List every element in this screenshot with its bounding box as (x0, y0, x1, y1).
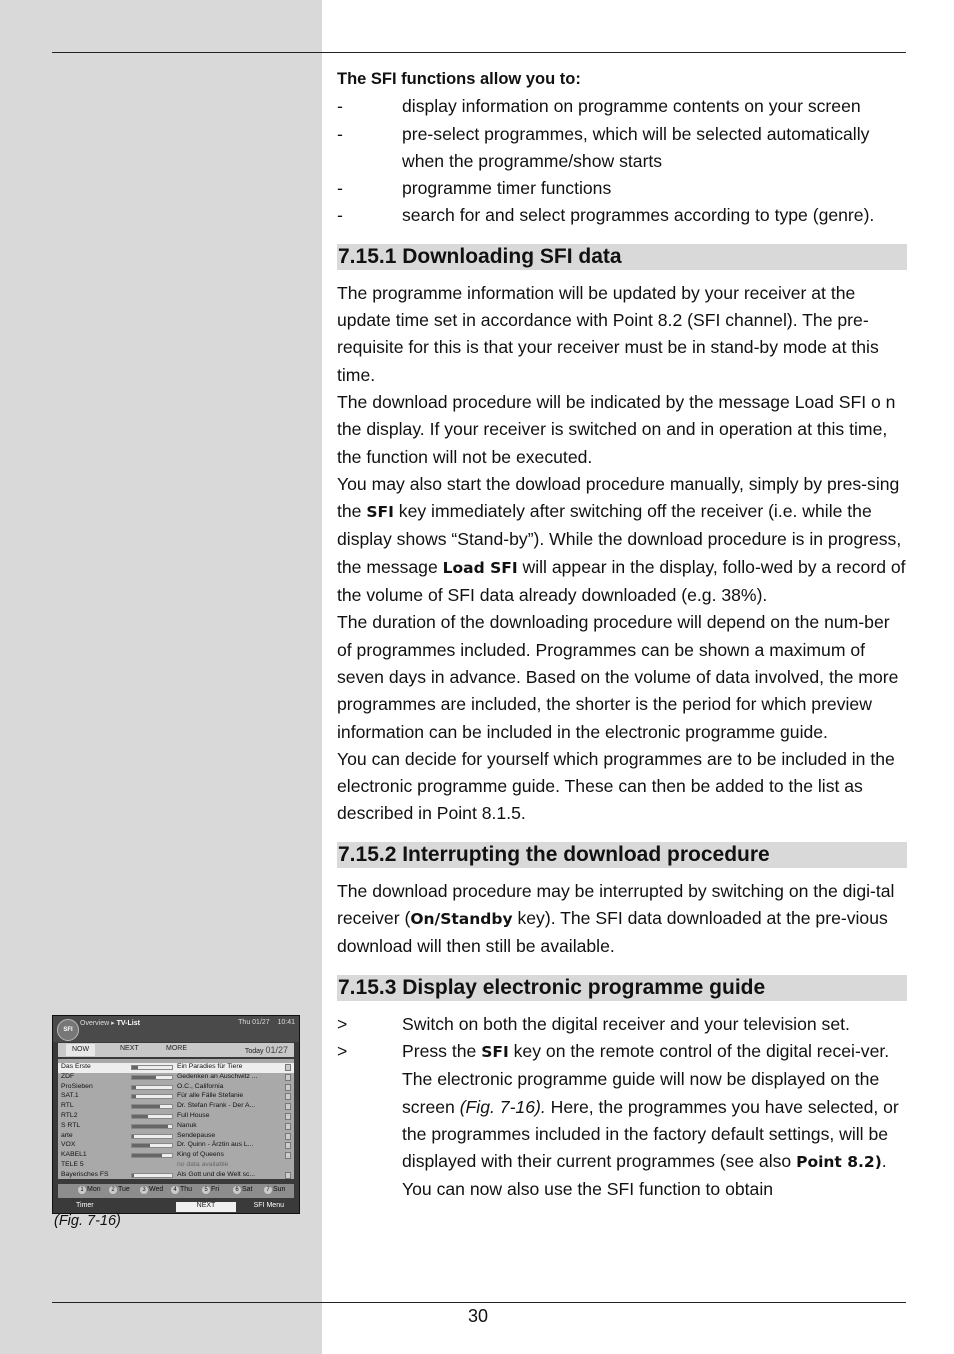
programme-title: no data available (177, 1161, 229, 1168)
figure-title-bar (53, 1016, 299, 1042)
footer-next: NEXT (176, 1202, 236, 1212)
key-name: Point 8.2) (796, 1153, 882, 1172)
figure-tabs (58, 1043, 294, 1057)
paragraph: The duration of the downloading procedure will depend on the num-ber of programmes included. Programmes can be shown a maximum of seven days in advance. Based on the volume of data involved, the more programmes are included, the shorter is the period for which preview information can be included in the electronic programme guide. (337, 612, 899, 742)
page-number: 30 (467, 1306, 489, 1326)
progress-fill (132, 1144, 150, 1147)
channel-name: VOX (61, 1141, 76, 1149)
info-icon (285, 1172, 291, 1179)
footer-sfi-menu: SFI Menu (253, 1202, 284, 1209)
progress-bar (131, 1085, 173, 1090)
progress-bar (131, 1124, 173, 1129)
info-icon (285, 1074, 291, 1081)
step-text (402, 1038, 907, 1204)
key-name: Load SFI (442, 558, 518, 577)
info-icon (285, 1103, 291, 1110)
programme-title: Gedenken an Auschwitz ... (177, 1072, 258, 1080)
intro-heading: The SFI functions allow you to: (337, 70, 581, 88)
progress-fill (132, 1154, 162, 1157)
progress-bar (131, 1114, 173, 1119)
figure-day-selector (58, 1184, 294, 1198)
info-icon (285, 1152, 291, 1159)
info-icon (285, 1084, 291, 1091)
info-icon (285, 1142, 291, 1149)
sfi-logo: SFI (57, 1019, 79, 1041)
day-label: Tue (118, 1186, 130, 1193)
list-item-text: display information on programme contents on your screen (402, 96, 861, 117)
programme-title: Dr. Stefan Frank - Der A... (177, 1102, 256, 1110)
text-run: key immediately after switching off the receiver (i.e. while the display shows “Stand-by”). While the download procedure is in progress, the message (337, 501, 902, 577)
main-content (337, 66, 907, 1204)
programme-title: Full House (177, 1112, 210, 1119)
day-label: Thu (180, 1186, 193, 1193)
day-button (202, 1186, 219, 1194)
programme-title: King of Queens (177, 1151, 224, 1159)
paragraph (337, 471, 907, 609)
figure-caption: (Fig. 7-16) (54, 1213, 121, 1229)
day-label: Wed (149, 1186, 164, 1193)
day-button (140, 1186, 163, 1194)
progress-bar (131, 1173, 173, 1178)
text-run: Press the (402, 1040, 482, 1061)
progress-bar (131, 1153, 173, 1158)
text-run: . You can now also use the SFI function to obtain (402, 1151, 887, 1200)
programme-title: Dr. Quinn - Ärztin aus L... (177, 1141, 254, 1149)
list-marker: - (337, 123, 343, 144)
step-text: Switch on both the digital receiver and your television set. (402, 1013, 850, 1034)
progress-bar (131, 1143, 173, 1148)
step-marker: > (337, 1013, 348, 1034)
list-item (337, 121, 907, 176)
day-label: Fri (211, 1186, 220, 1193)
table-row (58, 1132, 294, 1142)
channel-name: KABEL1 (61, 1151, 87, 1159)
progress-bar (131, 1065, 173, 1070)
day-label: Mon (87, 1186, 101, 1193)
channel-name: RTL (61, 1102, 74, 1110)
programme-title: Ein Paradies für Tiere (177, 1063, 243, 1070)
day-button (78, 1186, 101, 1194)
table-row (58, 1171, 294, 1181)
figure-footer (58, 1202, 294, 1212)
table-row (58, 1141, 294, 1151)
text-run: key). The SFI data downloaded at the pre-vious download will then still be available. (337, 908, 888, 957)
programme-title: O.C., California (177, 1082, 224, 1090)
progress-fill (132, 1105, 160, 1108)
step-item (337, 1038, 907, 1204)
key-name: SFI (481, 1042, 509, 1061)
figure-time: 10:41 (277, 1019, 295, 1026)
figure-reference: (Fig. 7-16). (459, 1096, 546, 1117)
figure-channel-list (58, 1059, 294, 1179)
progress-fill (132, 1125, 168, 1128)
info-icon (285, 1113, 291, 1120)
day-number: 4 (171, 1186, 179, 1194)
list-marker: - (337, 178, 343, 199)
bottom-rule (52, 1302, 906, 1303)
list-item-text: search for and select programmes according to type (genre). (402, 205, 875, 226)
today-date: 01/27 (265, 1045, 288, 1055)
figure-datetime (238, 1019, 295, 1026)
day-number: 2 (109, 1186, 117, 1194)
channel-name: SAT.1 (61, 1092, 79, 1100)
paragraph (337, 878, 907, 961)
channel-name: arte (61, 1131, 73, 1139)
channel-name: S RTL (61, 1121, 81, 1129)
progress-fill (132, 1174, 134, 1177)
progress-bar (131, 1094, 173, 1099)
info-icon (285, 1064, 291, 1071)
list-item (337, 93, 907, 120)
text-run: You may also start the dowload procedure manually, simply by pres-sing the (337, 473, 900, 522)
day-button (264, 1186, 285, 1194)
list-marker: - (337, 205, 343, 226)
list-item (337, 202, 907, 229)
paragraph: The download procedure will be indicated by the message Load SFI o n the display. If your receiver is switched on and in operation at this time, the function will not be executed. (337, 391, 896, 467)
table-row (58, 1092, 294, 1102)
text-run: key on the remote control of the digital recei-ver. (508, 1040, 890, 1061)
progress-fill (132, 1086, 136, 1089)
text-run: Here, the programmes you have selected, or the programmes included in the factory default settings, will be displayed with their current programmes (see also (402, 1096, 899, 1172)
table-row (58, 1073, 294, 1083)
intro-list (337, 93, 907, 229)
programme-title: Als Gott und die Welt sc... (177, 1170, 256, 1178)
info-icon (285, 1123, 291, 1130)
progress-bar (131, 1134, 173, 1139)
section-heading-interrupting: 7.15.2 Interrupting the download procedure (337, 842, 907, 868)
figure-date: Thu 01/27 (238, 1019, 270, 1026)
progress-fill (132, 1076, 156, 1079)
day-number: 6 (233, 1186, 241, 1194)
footer-timer: Timer (76, 1202, 94, 1209)
list-item-text: pre-select programmes, which will be selected automatically when the programme/show starts (402, 123, 870, 171)
step-marker: > (337, 1040, 348, 1061)
tab-next: NEXT (120, 1045, 139, 1052)
progress-fill (132, 1066, 138, 1069)
channel-name: RTL2 (61, 1112, 78, 1119)
key-name: SFI (366, 503, 394, 522)
figure-today (245, 1045, 288, 1055)
day-number: 3 (140, 1186, 148, 1194)
table-row (58, 1102, 294, 1112)
info-icon (285, 1093, 291, 1100)
day-label: Sun (273, 1186, 286, 1193)
progress-bar (131, 1104, 173, 1109)
paragraph: The programme information will be updated by your receiver at the update time set in accordance with Point 8.2 (SFI channel). The pre-requisite for this is that your receiver must be in stand-by mode at this time. (337, 282, 879, 385)
day-number: 5 (202, 1186, 210, 1194)
day-button (233, 1186, 253, 1194)
table-row (58, 1112, 294, 1122)
channel-name: TELE 5 (61, 1161, 84, 1168)
table-row (58, 1063, 294, 1073)
channel-name: ZDF (61, 1072, 75, 1080)
text-run: The electronic programme guide will now be displayed on the screen (402, 1069, 880, 1117)
breadcrumb-tv-list: TV-List (116, 1020, 140, 1027)
section-heading-downloading: 7.15.1 Downloading SFI data (337, 244, 907, 270)
programme-title: Für alle Fälle Stefanie (177, 1092, 244, 1100)
day-number: 7 (264, 1186, 272, 1194)
day-button (171, 1186, 192, 1194)
progress-fill (132, 1095, 136, 1098)
progress-bar (131, 1075, 173, 1080)
table-row (58, 1122, 294, 1132)
info-icon (285, 1133, 291, 1140)
programme-title: Nanuk (177, 1121, 197, 1129)
list-marker: - (337, 96, 343, 117)
progress-fill (132, 1115, 148, 1118)
tab-more: MORE (166, 1045, 187, 1052)
table-row (58, 1161, 294, 1171)
table-row (58, 1151, 294, 1161)
text-run: The download procedure may be interrupted by switching on the digi-tal receiver ( (337, 880, 895, 929)
breadcrumb-overview: Overview (80, 1020, 110, 1027)
chevron-right-icon: ▸ (111, 1020, 115, 1027)
top-rule (52, 52, 906, 53)
day-button (109, 1186, 130, 1194)
key-name: On/Standby (410, 910, 513, 929)
text-run: will appear in the display, follo-wed by a record of the volume of SFI data already downloaded (e.g. 38%). (337, 556, 906, 606)
progress-fill (132, 1135, 134, 1138)
channel-name: Bayerisches FS (61, 1170, 109, 1178)
today-label: Today (244, 1048, 264, 1055)
tab-now: NOW (66, 1044, 95, 1056)
section-heading-display-epg: 7.15.3 Display electronic programme guide (337, 975, 907, 1001)
channel-name: Das Erste (61, 1063, 91, 1070)
list-item-text: programme timer functions (402, 178, 612, 199)
figure-breadcrumb (80, 1019, 140, 1027)
step-item (337, 1011, 907, 1038)
channel-name: ProSieben (61, 1082, 93, 1090)
epg-screenshot-figure (52, 1015, 300, 1214)
day-number: 1 (78, 1186, 86, 1194)
list-item (337, 175, 907, 202)
paragraph: You can decide for yourself which programmes are to be included in the electronic programme guide. These can then be added to the list as described in Point 8.1.5. (337, 748, 895, 824)
programme-title: Sendepause (177, 1131, 216, 1139)
table-row (58, 1083, 294, 1093)
day-label: Sat (242, 1186, 253, 1193)
